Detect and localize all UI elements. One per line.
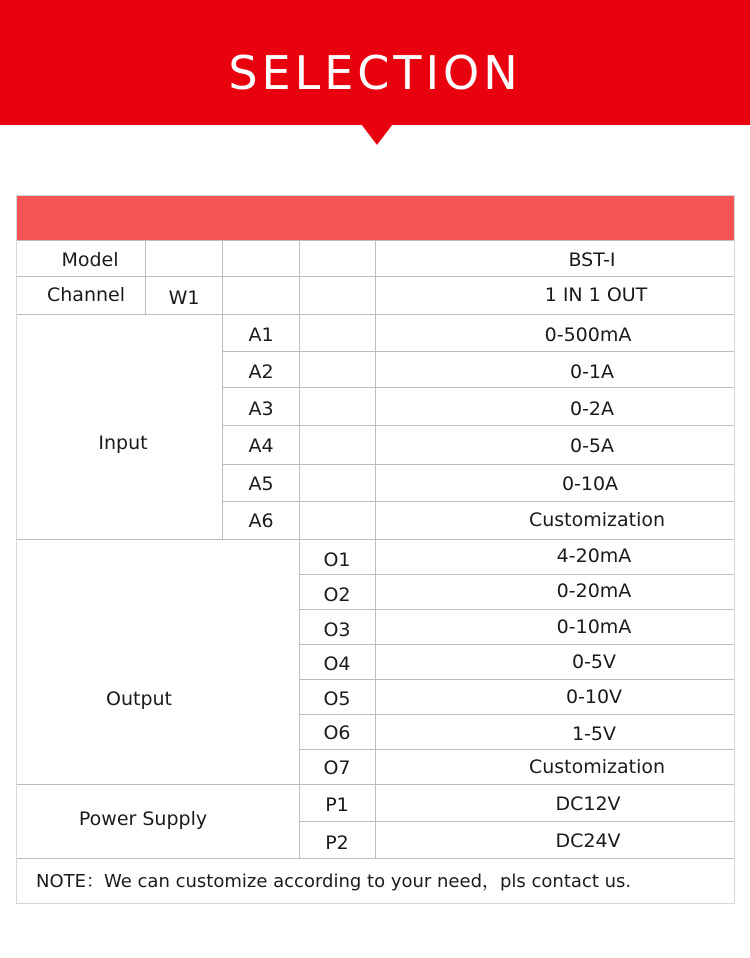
column-divider xyxy=(222,240,223,539)
column-divider xyxy=(145,240,146,314)
row-divider xyxy=(299,714,734,715)
channel-value: 1 IN 1 OUT xyxy=(544,284,648,306)
model-label: Model xyxy=(61,249,119,271)
row-divider xyxy=(299,679,734,680)
output-value: 0-20mA xyxy=(556,580,632,602)
output-code: O5 xyxy=(323,688,351,710)
power-supply-label: Power Supply xyxy=(78,808,208,830)
power-value: DC12V xyxy=(555,793,621,815)
input-value: 0-2A xyxy=(569,398,615,420)
selection-table xyxy=(16,195,735,904)
input-code: A2 xyxy=(248,361,274,383)
output-code: O2 xyxy=(323,584,351,606)
output-value: 4-20mA xyxy=(556,545,632,567)
row-divider xyxy=(299,574,734,575)
power-code: P1 xyxy=(325,794,349,816)
output-value: 0-10V xyxy=(565,686,623,708)
selection-banner xyxy=(0,0,750,125)
input-label: Input xyxy=(98,432,148,454)
table-header-bar xyxy=(17,196,734,240)
row-divider xyxy=(17,858,734,859)
model-value: BST-I xyxy=(568,249,616,271)
row-divider xyxy=(299,749,734,750)
output-code: O4 xyxy=(323,653,351,675)
row-divider xyxy=(299,609,734,610)
output-value: Customization xyxy=(528,756,666,778)
power-value: DC24V xyxy=(555,830,621,852)
power-code: P2 xyxy=(325,832,349,854)
row-divider xyxy=(299,821,734,822)
note-text: NOTE：We can customize according to your need，pls contact us. xyxy=(36,871,632,892)
row-divider xyxy=(299,644,734,645)
output-code: O6 xyxy=(323,722,351,744)
column-divider xyxy=(375,240,376,858)
input-value: 0-5A xyxy=(569,435,615,457)
input-code: A4 xyxy=(248,435,274,457)
output-label: Output xyxy=(106,688,172,710)
channel-code: W1 xyxy=(168,287,200,309)
input-value: 0-1A xyxy=(569,361,615,383)
output-code: O3 xyxy=(323,619,351,641)
column-divider xyxy=(299,240,300,858)
banner-arrow xyxy=(361,124,393,145)
input-value: 0-500mA xyxy=(544,324,632,346)
input-value: 0-10A xyxy=(561,473,619,495)
output-value: 1-5V xyxy=(571,723,617,745)
output-value: 0-10mA xyxy=(556,616,632,638)
input-code: A6 xyxy=(248,510,274,532)
output-code: O1 xyxy=(323,549,351,571)
input-code: A3 xyxy=(248,398,274,420)
input-value: Customization xyxy=(528,509,666,531)
banner-title: SELECTION xyxy=(228,46,522,100)
input-code: A5 xyxy=(248,473,274,495)
input-code: A1 xyxy=(248,324,274,346)
channel-label: Channel xyxy=(46,284,126,306)
output-value: 0-5V xyxy=(571,651,617,673)
output-code: O7 xyxy=(323,757,351,779)
